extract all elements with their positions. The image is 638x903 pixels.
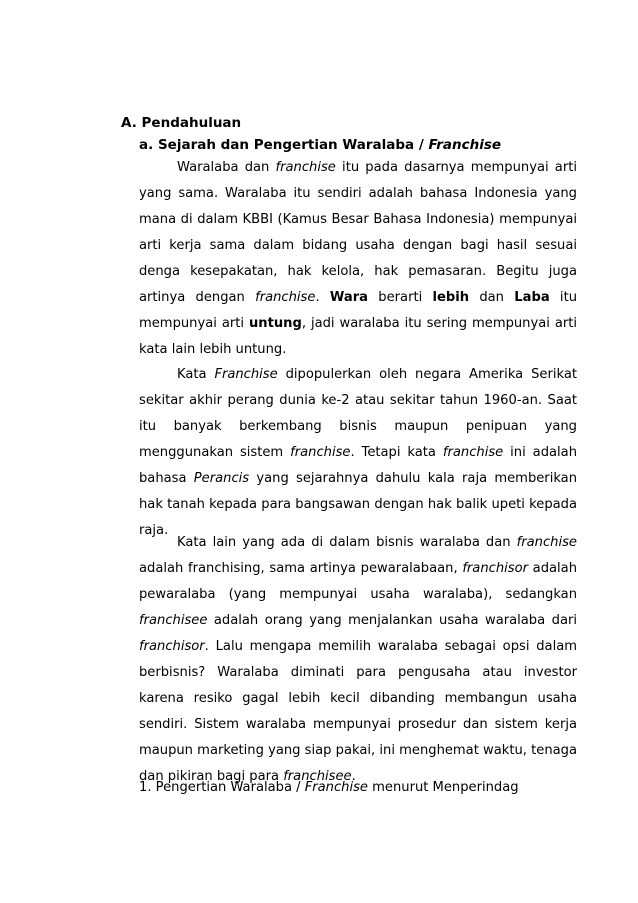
text-run-italic: franchisee [283, 769, 352, 784]
text-run: adalah pewaralaba (yang mempunyai usaha waralaba), sedangkan [139, 561, 577, 602]
text-run-bold: untung [248, 316, 302, 331]
text-run: Pengertian Waralaba / [151, 780, 305, 795]
text-run: . [315, 290, 330, 305]
text-run: dipopulerkan oleh negara Amerika Serikat sekitar akhir perang dunia ke-2 atau sekitar tahun 1960-an. Saat itu banyak berkembang bisnis maupun penipuan yang menggunakan sistem [139, 367, 577, 460]
subsection-letter: a. [139, 137, 154, 153]
list-item [139, 775, 519, 801]
text-run: Waralaba dan [177, 160, 276, 175]
text-run: ini adalah bahasa [139, 445, 577, 486]
paragraph-franchise-history [139, 362, 577, 544]
text-run: adalah orang yang menjalankan usaha waralaba dari [207, 613, 577, 628]
text-run: , jadi waralaba itu sering mempunyai arti kata lain lebih untung. [139, 316, 578, 357]
text-run-italic: Franchise [304, 780, 368, 795]
text-run: menurut Menperindag [368, 780, 519, 795]
section-title: Pendahuluan [141, 115, 242, 131]
text-run-bold: lebih [432, 290, 470, 305]
text-run: . Lalu mengapa memilih waralaba sebagai opsi dalam berbisnis? Waralaba diminati para pengusaha atau investor karena resiko gagal lebih kecil dibanding membangun usaha sendiri. Sistem waralaba mempunyai prosedur dan sistem kerja maupun marketing yang siap pakai, ini menghemat waktu, tenaga dan pikiran bagi para [139, 639, 577, 784]
text-run-italic: franchise [290, 445, 351, 460]
text-run-bold: Laba [514, 290, 550, 305]
text-run-italic: franchise [516, 535, 577, 550]
text-run: . Tetapi kata [350, 445, 443, 460]
section-heading [121, 115, 241, 131]
text-run: dan [469, 290, 515, 305]
paragraph-waralaba-definition [139, 155, 577, 363]
text-run-italic: Franchise [214, 367, 278, 382]
text-run-italic: franchise [275, 160, 336, 175]
section-number: A. [121, 115, 137, 131]
text-run-bold: Wara [329, 290, 369, 305]
text-run: . [351, 769, 356, 784]
text-run-italic: Perancis [193, 471, 250, 486]
text-run: Kata lain yang ada di dalam bisnis waralaba dan [177, 535, 517, 550]
text-run-italic: franchise [255, 290, 316, 305]
text-run: itu mempunyai arti [139, 290, 578, 331]
text-run: Kata [177, 367, 215, 382]
text-run: itu pada dasarnya mempunyai arti yang sama. Waralaba itu sendiri adalah bahasa Indonesia yang mana di dalam KBBI (Kamus Besar Bahasa Indonesia) mempunyai arti kerja sama dalam bidang usaha dengan bagi hasil sesuai denga kesepakatan, hak kelola, hak pemasaran. Begitu juga artinya dengan [139, 160, 577, 305]
subsection-title: Sejarah dan Pengertian Waralaba / [157, 137, 429, 153]
paragraph-franchise-terms [139, 530, 577, 790]
text-run: adalah franchising, sama artinya pewaralabaan, [139, 561, 463, 576]
subsection-heading [139, 137, 501, 153]
text-run: yang sejarahnya dahulu kala raja memberikan hak tanah kepada para bangsawan dengan hak balik upeti kepada raja. [139, 471, 578, 538]
text-run: berarti [368, 290, 433, 305]
text-run-italic: franchisor [139, 639, 205, 654]
text-run-italic: franchise [442, 445, 504, 460]
list-number: 1. [139, 780, 152, 795]
text-run-italic: franchisee [139, 613, 208, 628]
text-run-italic: franchisor [462, 561, 528, 576]
subsection-title-italic: Franchise [428, 137, 502, 153]
